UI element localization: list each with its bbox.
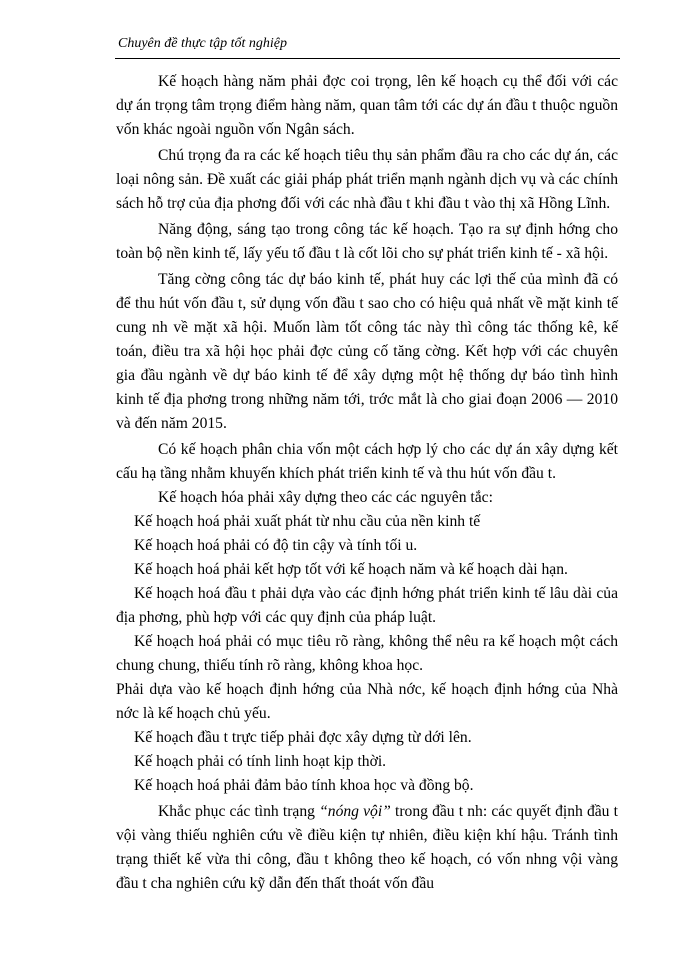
paragraph-forecasting: Tăng cờng công tác dự báo kinh tế, phát huy các lợi thế của mình đã có để thu hút vốn đầu t, sử dụng vốn đầu t sao cho có hiệu quả nhất về mặt kinh tế cung nh về mặt xã hội. Muốn làm tốt công tác này thì công tác thống kê, kế toán, điều tra xã hội học phải đợc củng cố tăng cờng. Kết hợp với các chuyên gia đầu ngành về dự báo kinh tế để xây dựng một hệ thống dự báo tình hình kinh tế địa phơng trong những năm tới, trớc mắt là cho giai đoạn 2006 — 2010 và đến năm 2015. (116, 271, 618, 432)
header-rule (115, 58, 620, 59)
principle-item: Kế hoạch hoá phải kết hợp tốt với kế hoạch năm và kế hoạch dài hạn. (134, 561, 568, 578)
paragraph-capital-allocation: Có kế hoạch phân chia vốn một cách hợp lý cho các dự án xây dựng kết cấu hạ tầng nhằm khuyến khích phát triển kinh tế và thu hút vốn đầu t. (116, 441, 618, 482)
paragraph-consumption-plan: Chú trọng đa ra các kế hoạch tiêu thụ sản phẩm đầu ra cho các dự án, các loại nông sản. Đề xuất các giải pháp phát triển mạnh ngành dịch vụ và các chính sách hỗ trợ của địa phơng đối với các nhà đầu t khi đầu t vào thị xã Hồng Lĩnh. (116, 147, 618, 212)
principle-item: Kế hoạch phải có tính linh hoạt kịp thời. (134, 753, 387, 770)
document-body (116, 70, 618, 896)
principle-item: Kế hoạch hoá phải đảm bảo tính khoa học và đồng bộ. (134, 777, 474, 794)
final-text-emphasis: “nóng vội” (319, 803, 391, 820)
paragraph-annual-plan: Kế hoạch hàng năm phải đợc coi trọng, lên kế hoạch cụ thể đối với các dự án trọng tâm trọng điểm hàng năm, quan tâm tới các dự án đầu t thuộc nguồn vốn khác ngoài nguồn vốn Ngân sách. (116, 73, 618, 138)
principle-item: Kế hoạch đầu t trực tiếp phải đợc xây dựng từ dới lên. (134, 729, 472, 746)
paragraph-dynamic-planning: Năng động, sáng tạo trong công tác kế hoạch. Tạo ra sự định hớng cho toàn bộ nền kinh tế, lấy yếu tố đầu t là cốt lõi cho sự phát triển kinh tế - xã hội. (116, 221, 618, 262)
principle-item-long: Kế hoạch hoá phải có mục tiêu rõ ràng, không thể nêu ra kế hoạch một cách chung chung, thiếu tính rõ ràng, không khoa học. (116, 633, 618, 674)
paragraph-overcome-haste (116, 800, 618, 896)
final-text-before: Khắc phục các tình trạng (158, 803, 320, 820)
principle-item: Kế hoạch hoá phải có độ tin cậy và tính tối u. (134, 537, 418, 554)
page-header-title: Chuyên đề thực tập tốt nghiệp (118, 36, 287, 51)
final-text-after: trong đầu t nh: các quyết định đầu t vội vàng thiếu nghiên cứu về điều kiện tự nhiên, điều kiện khí hậu. Tránh tình trạng thiết kế vừa thi công, đầu t không theo kế hoạch, có vốn nhng vội vàng đầu t cha nghiên cứu kỹ dẫn đến thất thoát vốn đầu (116, 803, 618, 892)
paragraph-principles-intro: Kế hoạch hóa phải xây dựng theo các các nguyên tắc: (158, 489, 493, 506)
principle-item-long: Kế hoạch hoá đầu t phải dựa vào các định hớng phát triển kinh tế lâu dài của địa phơng, phù hợp với các quy định của pháp luật. (116, 585, 618, 626)
paragraph-state-orientation: Phải dựa vào kế hoạch định hớng của Nhà nớc, kế hoạch định hớng của Nhà nớc là kế hoạch chủ yếu. (116, 681, 618, 722)
principle-item: Kế hoạch hoá phải xuất phát từ nhu cầu của nền kinh tế (134, 513, 481, 530)
